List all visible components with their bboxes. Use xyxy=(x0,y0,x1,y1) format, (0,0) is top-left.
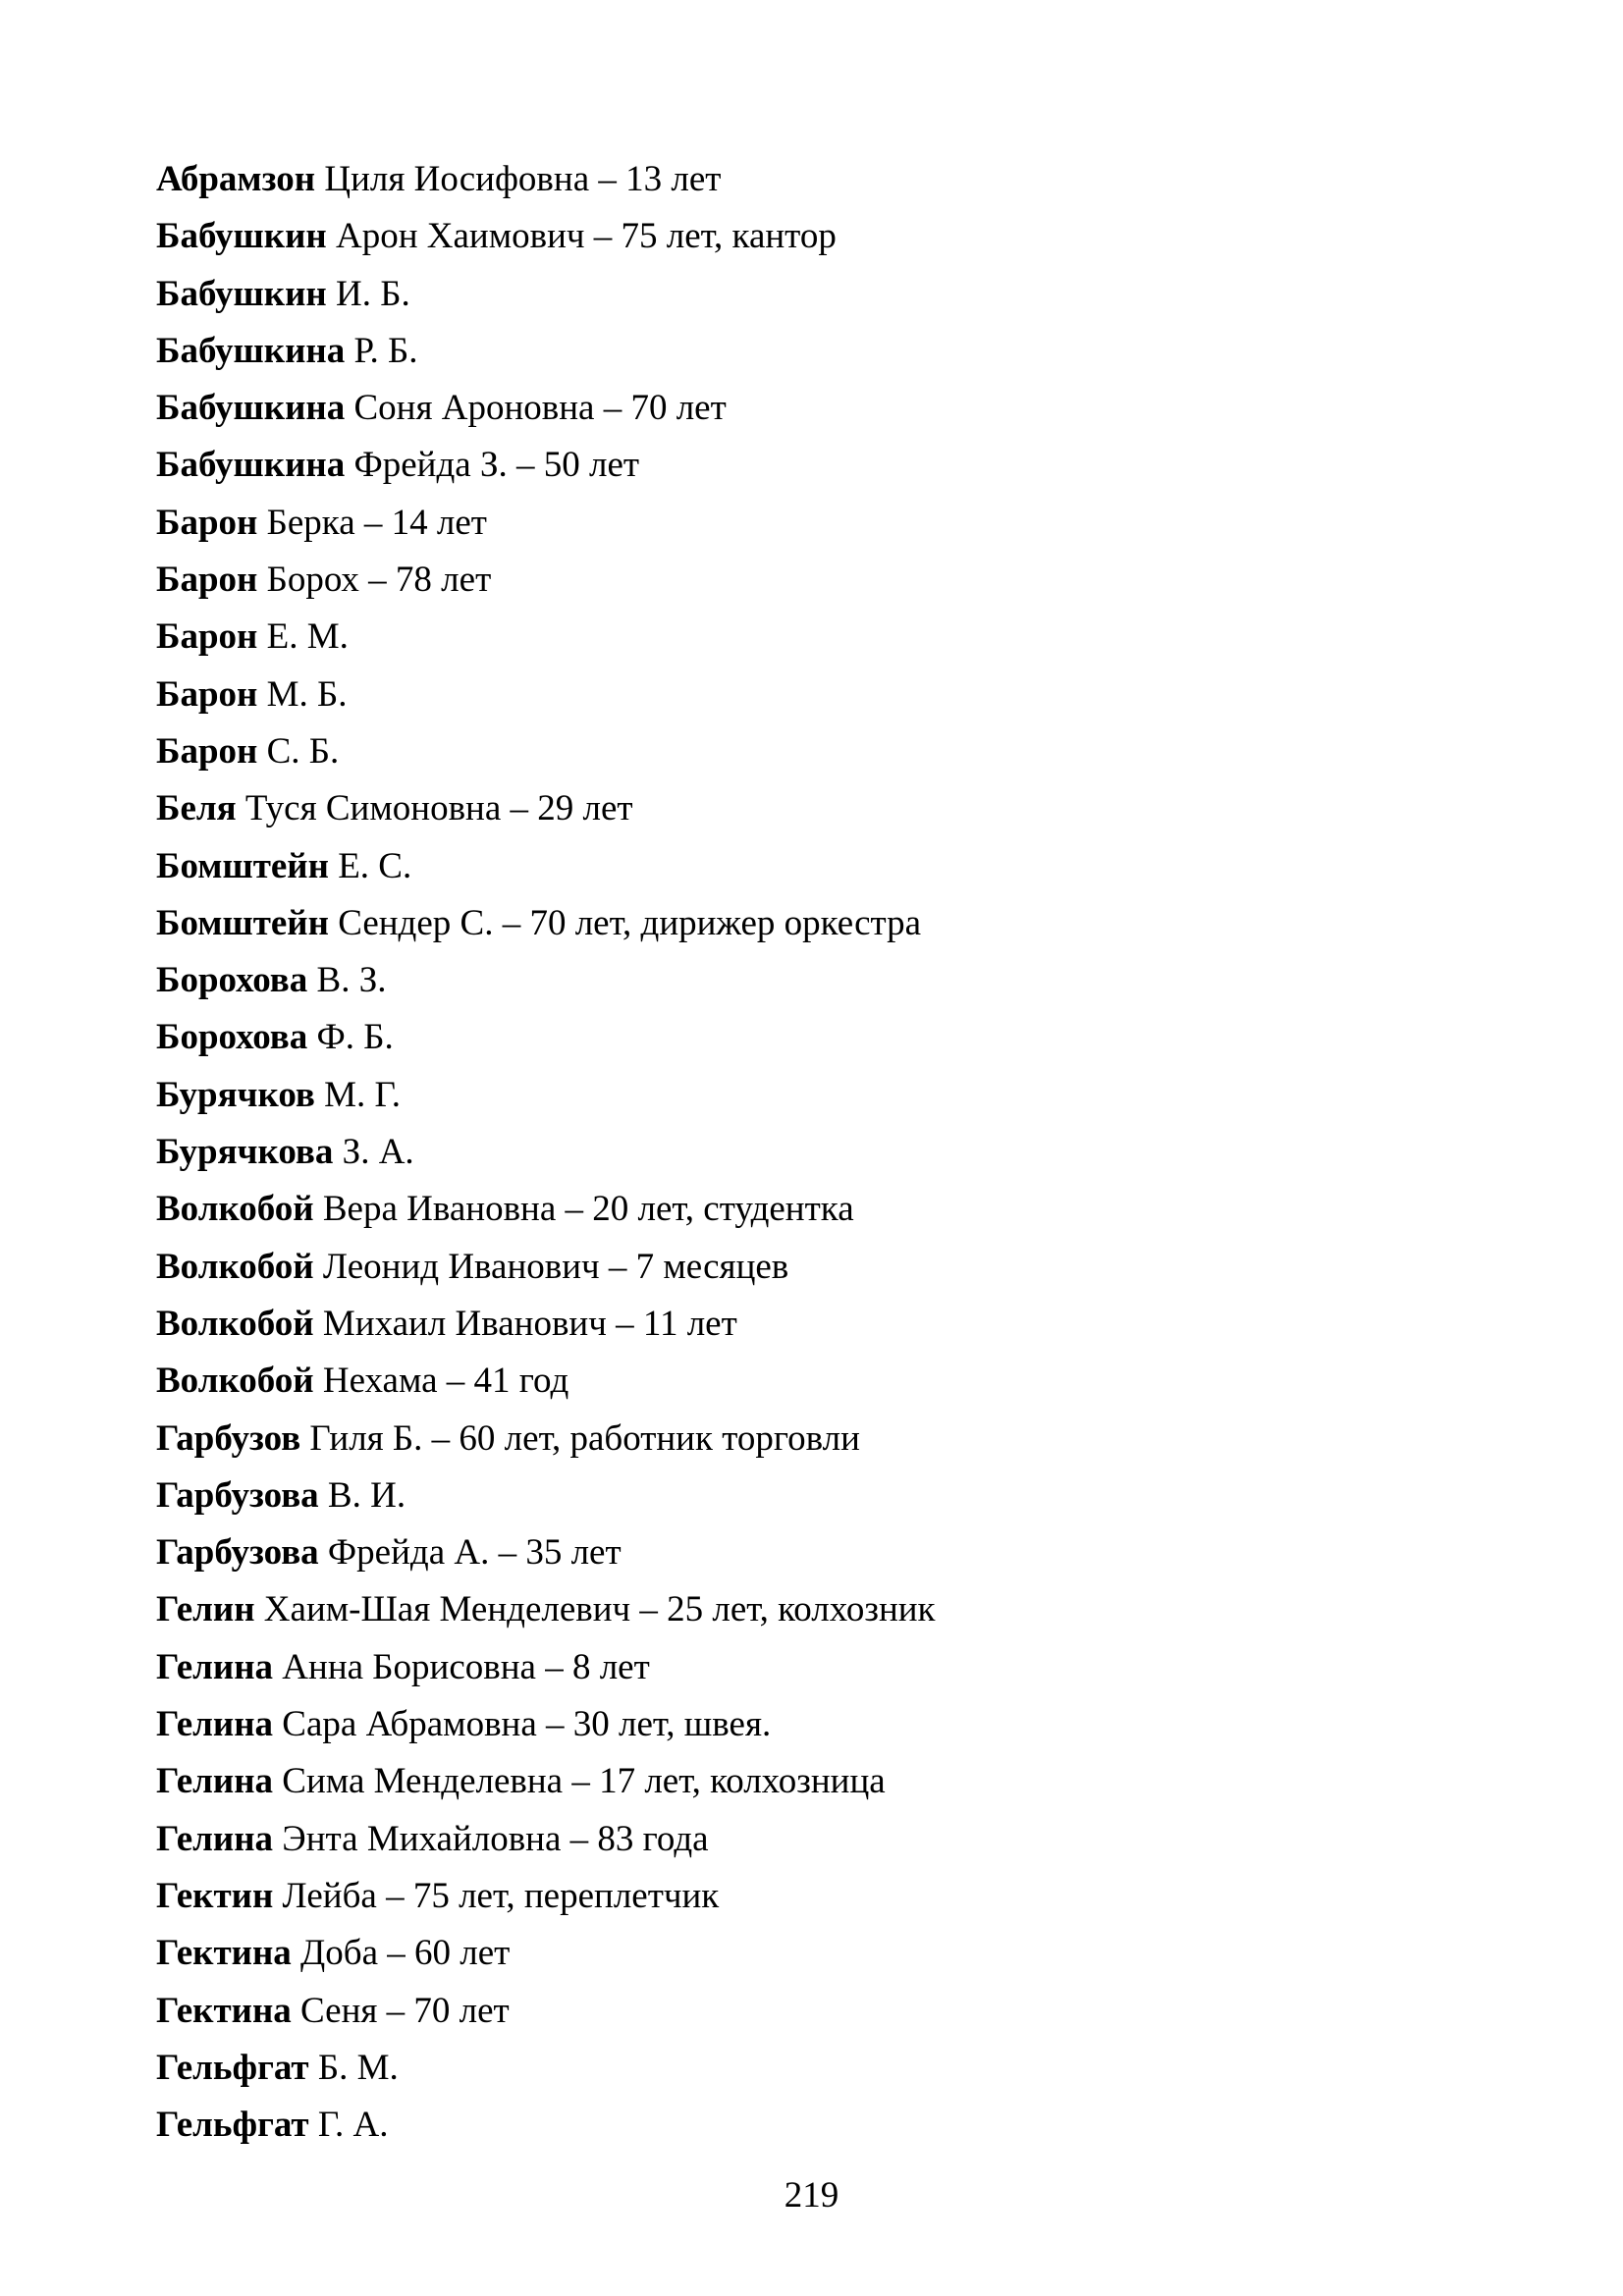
entry-details: Арон Хаимович – 75 лет, кантор xyxy=(336,216,837,257)
list-item xyxy=(156,1181,1472,1238)
entry-surname: Бабушкина xyxy=(156,445,346,486)
entry-details: Сеня – 70 лет xyxy=(300,1990,510,2031)
entry-surname: Волкобой xyxy=(156,1246,314,1287)
entry-surname: Гельфгат xyxy=(156,2047,309,2088)
entry-surname: Бабушкин xyxy=(156,216,327,257)
entry-surname: Барон xyxy=(156,560,258,601)
entry-details: В. З. xyxy=(316,960,387,1001)
list-item xyxy=(156,1239,1472,1296)
list-item xyxy=(156,1009,1472,1066)
entry-surname: Бабушкина xyxy=(156,330,346,371)
entry-surname: Гарбузов xyxy=(156,1417,301,1459)
entry-surname: Барон xyxy=(156,502,258,543)
entry-surname: Гарбузова xyxy=(156,1532,319,1574)
entry-details: Р. Б. xyxy=(353,330,418,371)
entry-details: И. Б. xyxy=(336,273,410,314)
entry-surname: Абрамзон xyxy=(156,159,316,199)
list-item xyxy=(156,1353,1472,1410)
entry-details: Фрейда А. – 35 лет xyxy=(327,1532,622,1574)
list-item xyxy=(156,1296,1472,1353)
list-item xyxy=(156,723,1472,780)
entry-surname: Гелина xyxy=(156,1761,274,1802)
entry-surname: Бабушкина xyxy=(156,388,346,429)
entry-details: Сара Абрамовна – 30 лет, швея. xyxy=(282,1704,772,1745)
entry-surname: Гельфгат xyxy=(156,2105,309,2146)
entry-details: Е. М. xyxy=(266,616,349,658)
entry-details: М. Г. xyxy=(324,1074,402,1115)
entry-details: Сендер С. – 70 лет, дирижер оркестра xyxy=(338,902,922,943)
entry-surname: Бомштейн xyxy=(156,902,329,943)
entry-details: Соня Ароновна – 70 лет xyxy=(353,388,727,429)
entry-details: Циля Иосифовна – 13 лет xyxy=(324,159,722,199)
entry-details: Борох – 78 лет xyxy=(266,560,492,601)
entry-surname: Гелина xyxy=(156,1818,274,1859)
entry-surname: Барон xyxy=(156,673,258,715)
list-item xyxy=(156,266,1472,323)
entry-details: Е. С. xyxy=(338,845,412,886)
entry-details: Вера Ивановна – 20 лет, студентка xyxy=(322,1189,854,1230)
entry-details: Леонид Иванович – 7 месяцев xyxy=(322,1246,789,1287)
entry-details: З. А. xyxy=(342,1132,414,1173)
entry-details: В. И. xyxy=(327,1474,406,1516)
entry-surname: Гелина xyxy=(156,1704,274,1745)
entry-details: Берка – 14 лет xyxy=(266,502,487,543)
entry-surname: Волкобой xyxy=(156,1361,314,1402)
entry-details: Анна Борисовна – 8 лет xyxy=(282,1646,650,1687)
name-list xyxy=(156,151,1472,2154)
entry-details: Фрейда З. – 50 лет xyxy=(353,445,640,486)
list-item xyxy=(156,1868,1472,1925)
list-item xyxy=(156,2097,1472,2154)
entry-surname: Беля xyxy=(156,788,237,829)
list-item xyxy=(156,895,1472,952)
list-item xyxy=(156,1524,1472,1581)
entry-details: Энта Михайловна – 83 года xyxy=(282,1818,709,1859)
entry-details: Лейба – 75 лет, переплетчик xyxy=(282,1875,720,1916)
entry-surname: Борохова xyxy=(156,960,308,1001)
entry-details: Михаил Иванович – 11 лет xyxy=(322,1303,737,1344)
entry-details: Нехама – 41 год xyxy=(322,1361,569,1402)
entry-details: М. Б. xyxy=(266,673,348,715)
list-item xyxy=(156,323,1472,380)
entry-surname: Гарбузова xyxy=(156,1474,319,1516)
list-item xyxy=(156,1811,1472,1868)
list-item xyxy=(156,151,1472,208)
entry-surname: Волкобой xyxy=(156,1303,314,1344)
list-item xyxy=(156,780,1472,837)
list-item xyxy=(156,1696,1472,1753)
entry-surname: Гектина xyxy=(156,1933,292,1974)
list-item xyxy=(156,2040,1472,2097)
entry-surname: Бурячков xyxy=(156,1074,315,1115)
list-item xyxy=(156,208,1472,265)
list-item xyxy=(156,1639,1472,1696)
entry-surname: Бабушкин xyxy=(156,273,327,314)
list-item xyxy=(156,667,1472,723)
page-number: 219 xyxy=(784,2175,839,2216)
entry-surname: Барон xyxy=(156,616,258,658)
list-item xyxy=(156,1581,1472,1638)
list-item xyxy=(156,437,1472,494)
list-item xyxy=(156,495,1472,552)
entry-surname: Бурячкова xyxy=(156,1132,334,1173)
list-item xyxy=(156,1411,1472,1468)
list-item xyxy=(156,838,1472,895)
entry-surname: Гелина xyxy=(156,1646,274,1687)
entry-details: Туся Симоновна – 29 лет xyxy=(244,788,633,829)
list-item xyxy=(156,380,1472,437)
list-item xyxy=(156,552,1472,609)
entry-details: Б. М. xyxy=(317,2047,399,2088)
entry-details: Сима Менделевна – 17 лет, колхозница xyxy=(282,1761,886,1802)
entry-surname: Гектина xyxy=(156,1990,292,2031)
list-item xyxy=(156,1067,1472,1124)
entry-surname: Гелин xyxy=(156,1589,255,1630)
entry-details: Гиля Б. – 60 лет, работник торговли xyxy=(309,1417,860,1459)
entry-surname: Волкобой xyxy=(156,1189,314,1230)
list-item xyxy=(156,1983,1472,2040)
list-item xyxy=(156,609,1472,666)
list-item xyxy=(156,1124,1472,1181)
entry-surname: Бомштейн xyxy=(156,845,329,886)
entry-details: С. Б. xyxy=(266,730,340,772)
list-item xyxy=(156,1925,1472,1982)
list-item xyxy=(156,1753,1472,1810)
list-item xyxy=(156,1468,1472,1524)
entry-surname: Борохова xyxy=(156,1017,308,1058)
entry-details: Хаим-Шая Менделевич – 25 лет, колхозник xyxy=(263,1589,936,1630)
entry-details: Г. А. xyxy=(317,2105,389,2146)
entry-surname: Барон xyxy=(156,730,258,772)
entry-details: Ф. Б. xyxy=(316,1017,394,1058)
list-item xyxy=(156,952,1472,1009)
entry-details: Доба – 60 лет xyxy=(300,1933,511,1974)
entry-surname: Гектин xyxy=(156,1875,274,1916)
